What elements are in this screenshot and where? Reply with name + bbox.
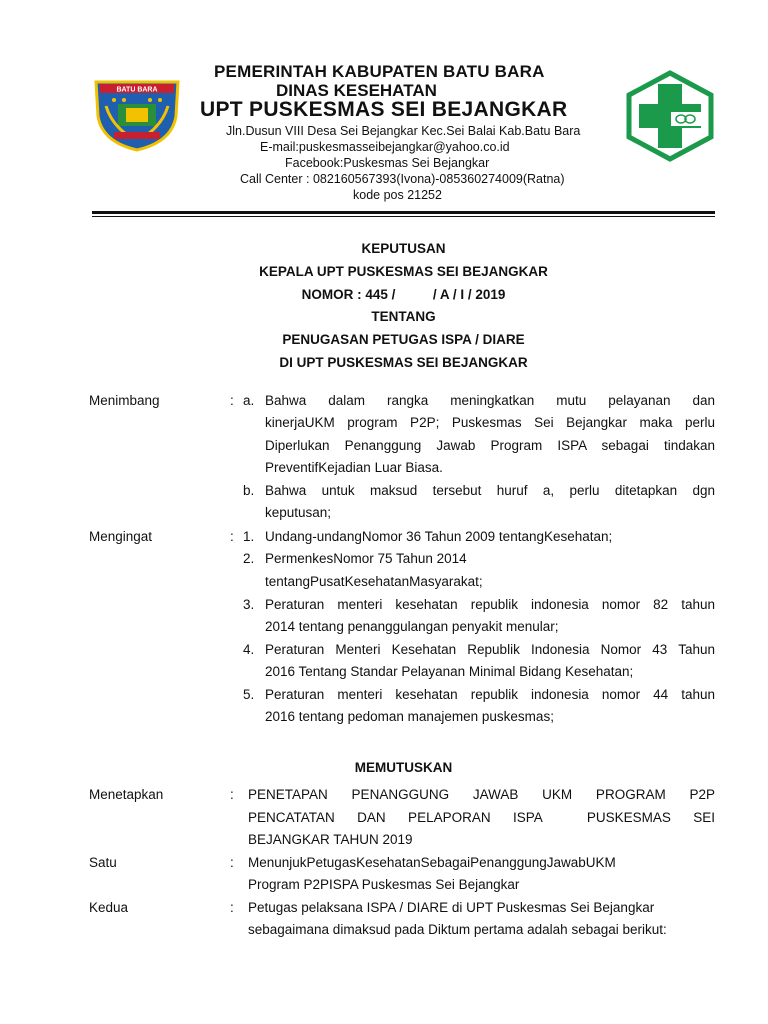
list-item-line: Bahwa dalam rangka meningkatkan mutu pelayanan dan [265,393,715,408]
decision-line: BEJANGKAR TAHUN 2019 [248,832,413,847]
decision-line: Program P2PISPA Puskesmas Sei Bejangkar [248,877,520,892]
list-item-line: 2016 tentang pedoman manajemen puskesmas; [265,709,554,724]
section-label-menetapkan: Menetapkan [89,787,164,802]
list-item-line: kinerjaUKM program P2P; Puskesmas Sei Bejangkar maka perlu [265,415,715,430]
list-marker: b. [243,483,255,498]
list-item-line: tentangPusatKesehatanMasyarakat; [265,574,483,589]
letterhead-institution: UPT PUSKESMAS SEI BEJANGKAR [200,98,568,121]
decision-line: PENCATATAN DAN PELAPORAN ISPA PUSKESMAS SEI [248,810,715,825]
decree-number: NOMOR : 445 / / A / I / 2019 [301,287,506,302]
emblem-text: BATU BARA [116,86,158,94]
section-label-satu: Satu [89,855,117,870]
letterhead-email: E-mail:puskesmasseibejangkar@yahoo.co.id [260,140,510,154]
list-item-line: Bahwa untuk maksud tersebut huruf a, perlu ditetapkan dgn [265,483,715,498]
list-item-line: Diperlukan Penanggung Jawab Program ISPA sebagai tindakan [265,438,715,453]
list-item-line: Peraturan menteri kesehatan republik indonesia nomor 82 tahun [265,597,715,612]
section-label-menimbang: Menimbang [89,393,160,408]
decision-line: MenunjukPetugasKesehatanSebagaiPenanggungJawabUKM [248,855,616,870]
section-label-mengingat: Mengingat [89,529,153,544]
list-item-line: 2014 tentang penanggulangan penyakit menular; [265,619,559,634]
decree-subject: PENUGASAN PETUGAS ISPA / DIARE [282,332,525,347]
section-label-kedua: Kedua [89,900,129,915]
decree-subject-location: DI UPT PUSKESMAS SEI BEJANGKAR [279,355,528,370]
list-item-line: keputusan; [265,505,332,520]
list-item-line: Undang-undangNomor 36 Tahun 2009 tentangKesehatan; [265,529,613,544]
letterhead-agency: DINAS KESEHATAN [276,81,437,100]
puskesmas-cross-logo-icon [625,70,715,162]
decree-heading: KEPUTUSAN [361,241,446,256]
decree-issuer: KEPALA UPT PUSKESMAS SEI BEJANGKAR [259,264,548,279]
list-item-line: Peraturan menteri kesehatan republik indonesia nomor 44 tahun [265,687,715,702]
section-colon: : [230,393,234,408]
batu-bara-regency-emblem-icon [92,76,182,152]
section-colon: : [230,787,234,802]
list-marker: 2. [243,551,255,566]
list-marker: a. [243,393,255,408]
list-marker: 4. [243,642,255,657]
decision-line: sebagaimana dimaksud pada Diktum pertama adalah sebagai berikut: [248,922,667,937]
section-colon: : [230,529,234,544]
decision-line: Petugas pelaksana ISPA / DIARE di UPT Puskesmas Sei Bejangkar [248,900,655,915]
list-marker: 5. [243,687,255,702]
list-item-line: Peraturan Menteri Kesehatan Republik Indonesia Nomor 43 Tahun [265,642,715,657]
letterhead-facebook: Facebook:Puskesmas Sei Bejangkar [285,156,490,170]
list-item-line: PreventifKejadian Luar Biasa. [265,460,443,475]
letterhead-call-center: Call Center : 082160567393(Ivona)-085360274009(Ratna) [240,172,565,186]
list-item-line: 2016 Tentang Standar Pelayanan Minimal Bidang Kesehatan; [265,664,634,679]
section-heading-memutuskan: MEMUTUSKAN [354,760,453,775]
letterhead-postcode: kode pos 21252 [353,188,442,202]
letterhead-government: PEMERINTAH KABUPATEN BATU BARA [214,62,545,81]
letterhead-divider-thick [92,211,715,214]
letterhead-address: Jln.Dusun VIII Desa Sei Bejangkar Kec.Sei Balai Kab.Batu Bara [226,124,581,138]
list-marker: 1. [243,529,255,544]
decision-line: PENETAPAN PENANGGUNG JAWAB UKM PROGRAM P2P [248,787,715,802]
list-item-line: PermenkesNomor 75 Tahun 2014 [265,551,467,566]
list-marker: 3. [243,597,255,612]
section-colon: : [230,855,234,870]
section-colon: : [230,900,234,915]
letterhead-divider-thin [92,216,715,217]
decree-about: TENTANG [371,309,436,324]
